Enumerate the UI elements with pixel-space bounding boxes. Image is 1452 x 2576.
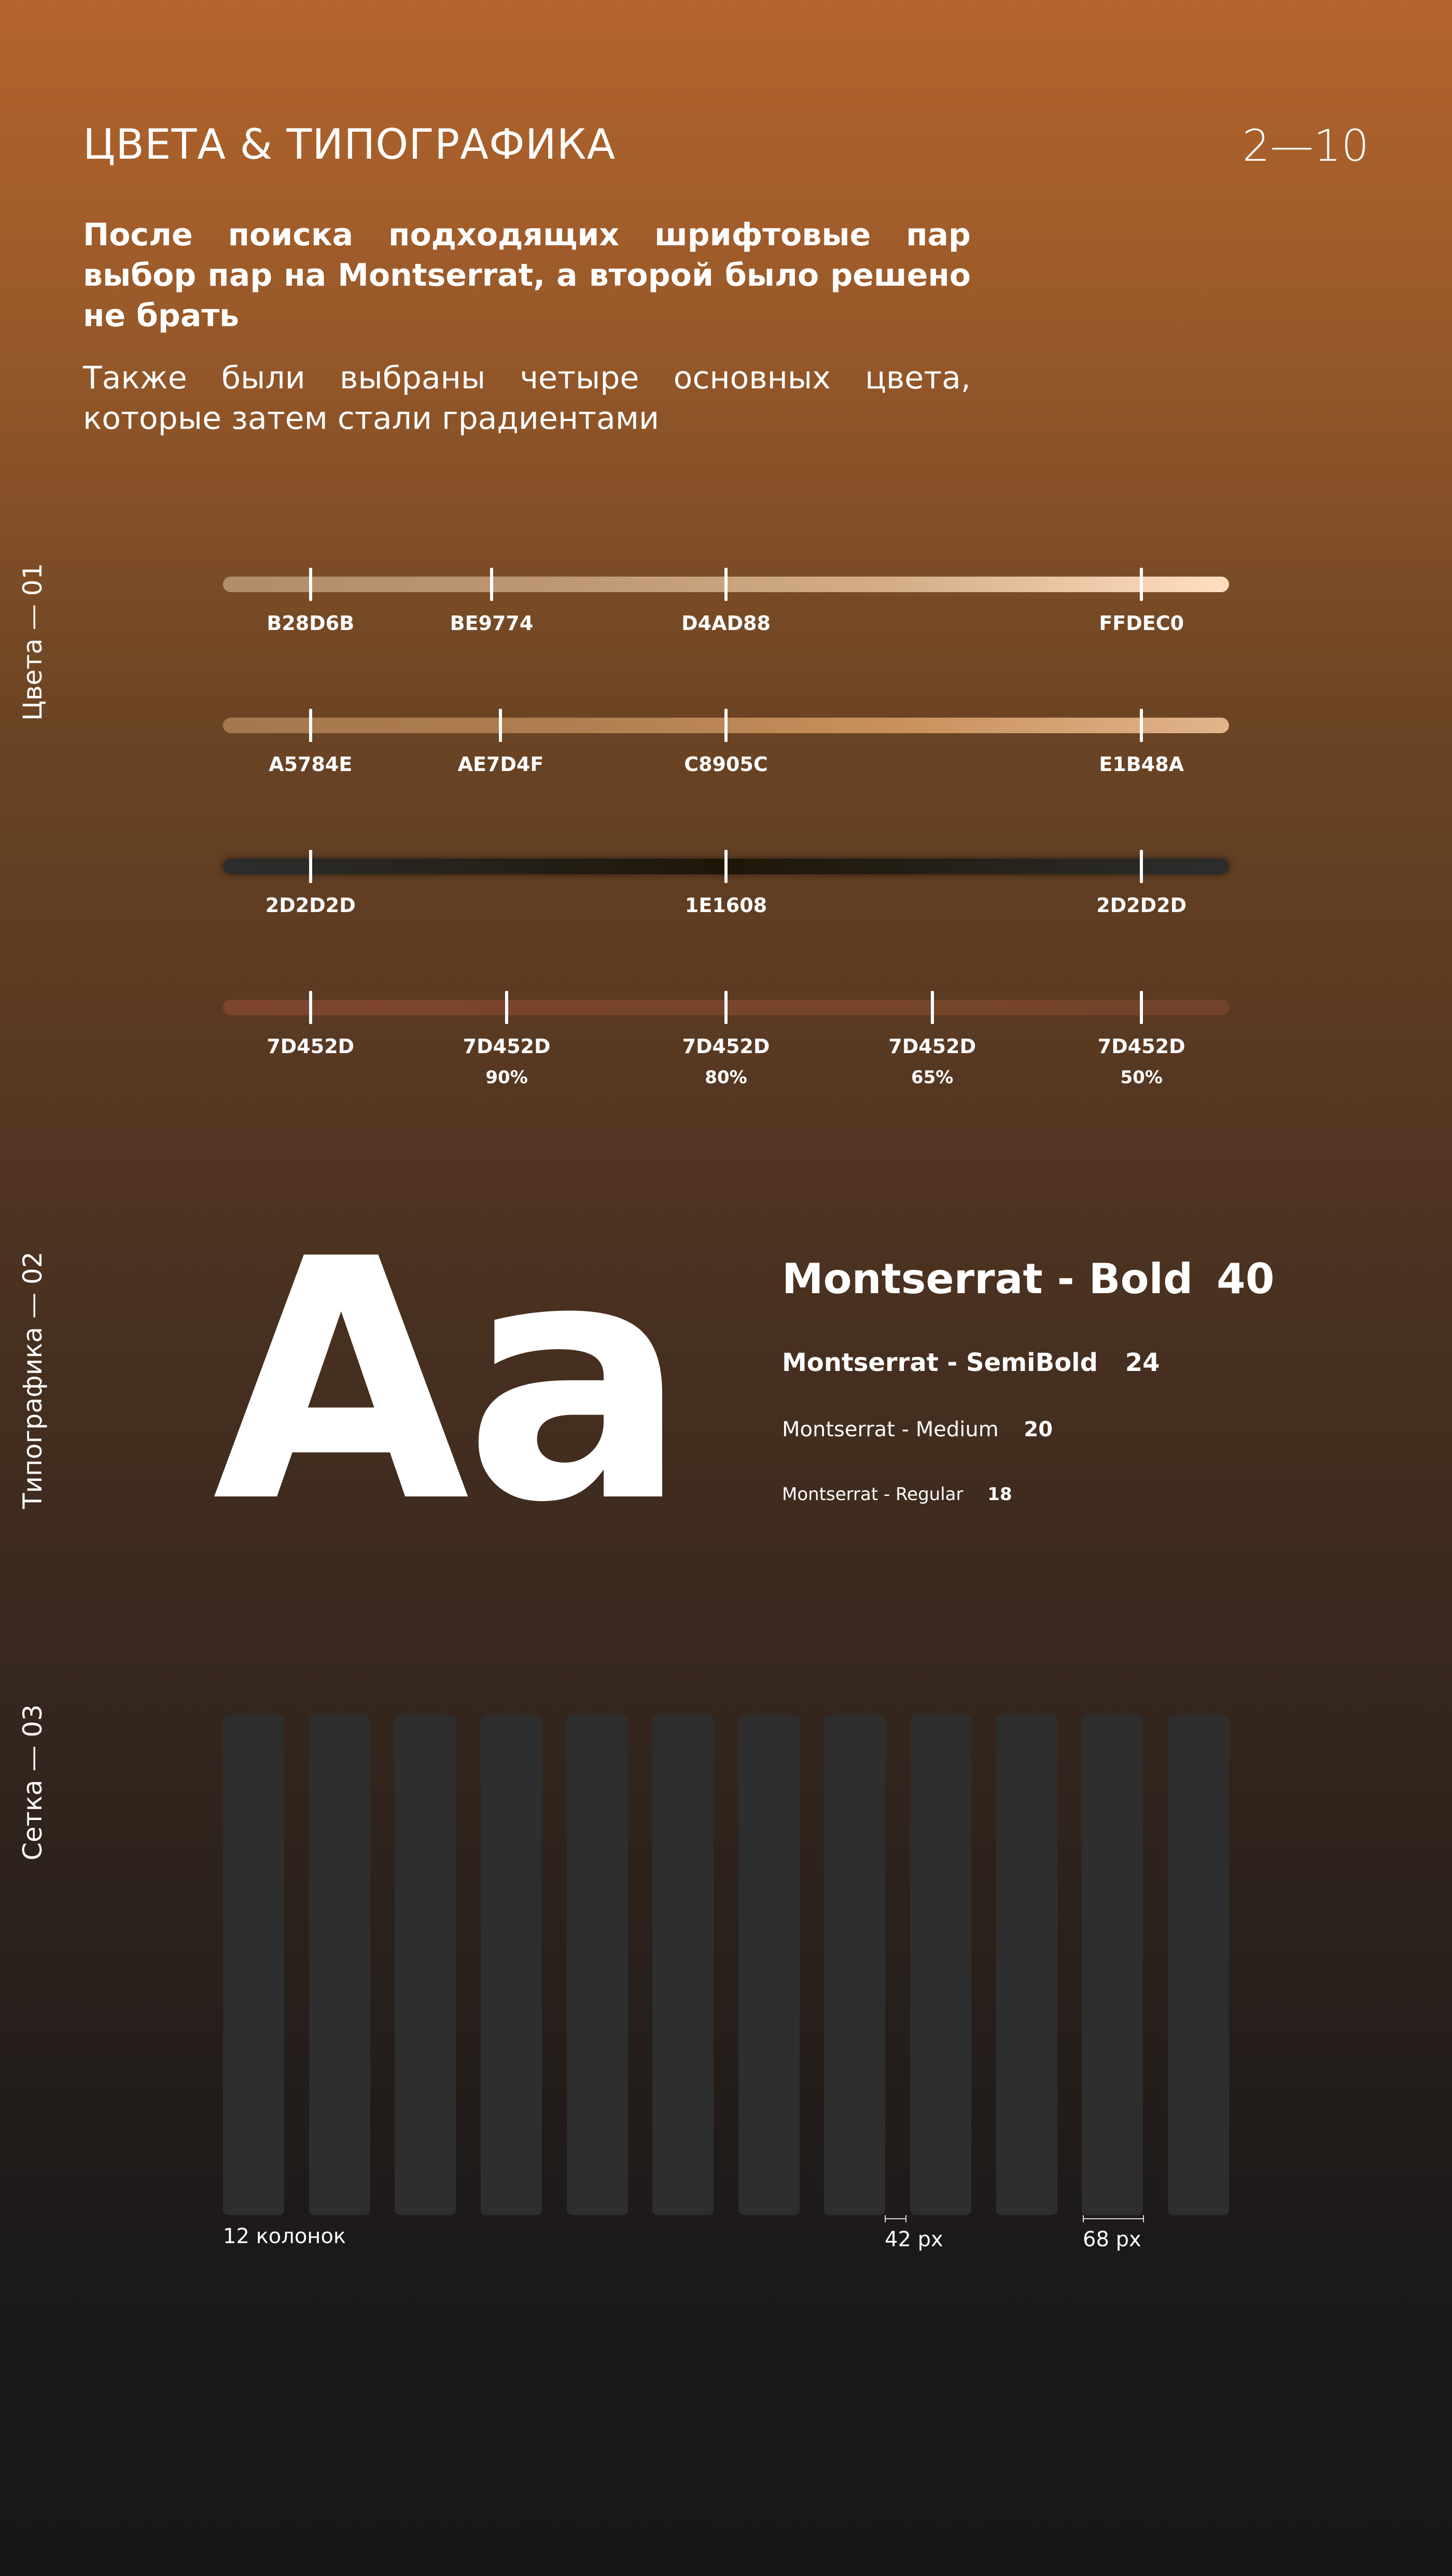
type-sample-name: Montserrat - Regular [782, 1484, 964, 1505]
color-stop-tick [724, 850, 728, 883]
color-hex-label: D4AD88 [681, 612, 771, 635]
color-stop-tick [1140, 568, 1143, 601]
color-stop-tick [499, 709, 502, 742]
color-opacity-label: 80% [705, 1067, 747, 1088]
section-label-colors: Цвета — 01 [18, 563, 48, 721]
gutter-width-label: 42 px [885, 2228, 943, 2251]
color-stop-tick [724, 709, 728, 742]
grid-column [309, 1715, 370, 2215]
color-hex-label: 1E1608 [685, 894, 767, 917]
type-specimen: Aa [213, 1188, 683, 1575]
color-stop-tick [309, 709, 312, 742]
grid-column [567, 1715, 628, 2215]
grid-column [652, 1715, 714, 2215]
color-hex-label: 7D452D [1097, 1035, 1185, 1058]
color-stop-tick [1140, 991, 1143, 1024]
color-hex-label: 7D452D [682, 1035, 770, 1058]
color-stop-tick [490, 568, 493, 601]
color-stop-tick [1140, 850, 1143, 883]
gutter-dimension-line [885, 2218, 906, 2219]
gutter-dimension-cap [885, 2215, 886, 2222]
column-width-label: 68 px [1083, 2228, 1141, 2251]
color-stop-tick [724, 991, 728, 1024]
grid-column [395, 1715, 456, 2215]
type-sample-name: Montserrat - Medium [782, 1418, 999, 1441]
section-label-typography: Типографика — 02 [18, 1251, 48, 1509]
color-stop-tick [309, 568, 312, 601]
color-stop-tick [505, 991, 508, 1024]
color-opacity-label: 65% [911, 1067, 954, 1088]
color-hex-label: 7D452D [267, 1035, 355, 1058]
color-hex-label: 2D2D2D [265, 894, 356, 917]
color-hex-label: 7D452D [888, 1035, 976, 1058]
grid-column [738, 1715, 800, 2215]
type-sample-name: Montserrat - Bold [782, 1255, 1193, 1303]
color-stop-tick [931, 991, 934, 1024]
grid-column [1168, 1715, 1229, 2215]
color-hex-label: AE7D4F [457, 753, 544, 776]
grid-column [824, 1715, 885, 2215]
column-dimension-cap [1143, 2215, 1144, 2222]
grid-column [481, 1715, 542, 2215]
type-sample-medium [782, 1418, 1053, 1441]
grid-column [223, 1715, 284, 2215]
color-stop-tick [309, 850, 312, 883]
column-dimension-line [1083, 2218, 1144, 2219]
color-hex-label: E1B48A [1099, 753, 1184, 776]
color-hex-label: 2D2D2D [1096, 894, 1187, 917]
type-sample-semibold [782, 1348, 1160, 1377]
color-stop-tick [1140, 709, 1143, 742]
intro-bold-text: После поиска подходящих шрифтовые пар выбор пар на Montserrat, а второй было решено не брать [83, 217, 971, 334]
type-sample-regular [782, 1484, 1012, 1505]
color-hex-label: B28D6B [267, 612, 355, 635]
grid-column [1082, 1715, 1143, 2215]
page-number: 2—10 [1242, 120, 1369, 171]
color-opacity-label: 50% [1120, 1067, 1163, 1088]
grid-columns-label: 12 колонок [223, 2224, 346, 2248]
color-opacity-label: 90% [485, 1067, 528, 1088]
type-sample-size: 18 [987, 1484, 1012, 1505]
column-dimension-cap [1083, 2215, 1084, 2222]
type-sample-bold [782, 1255, 1275, 1303]
page-title: ЦВЕТА & ТИПОГРАФИКА [83, 120, 616, 169]
type-sample-size: 24 [1125, 1348, 1160, 1377]
color-hex-label: FFDEC0 [1099, 612, 1184, 635]
color-hex-label: BE9774 [450, 612, 534, 635]
type-sample-size: 40 [1217, 1255, 1275, 1303]
type-sample-size: 20 [1024, 1418, 1053, 1441]
color-hex-label: 7D452D [463, 1035, 551, 1058]
gutter-dimension-cap [905, 2215, 906, 2222]
color-hex-label: C8905C [684, 753, 768, 776]
color-hex-label: A5784E [269, 753, 353, 776]
intro-regular-text: Также были выбраны четыре основных цвета, которые затем стали градиентами [83, 360, 971, 437]
color-stop-tick [309, 991, 312, 1024]
color-stop-tick [724, 568, 728, 601]
grid-column [996, 1715, 1057, 2215]
grid-column [910, 1715, 971, 2215]
type-sample-name: Montserrat - SemiBold [782, 1348, 1098, 1377]
section-label-grid: Сетка — 03 [18, 1704, 48, 1860]
